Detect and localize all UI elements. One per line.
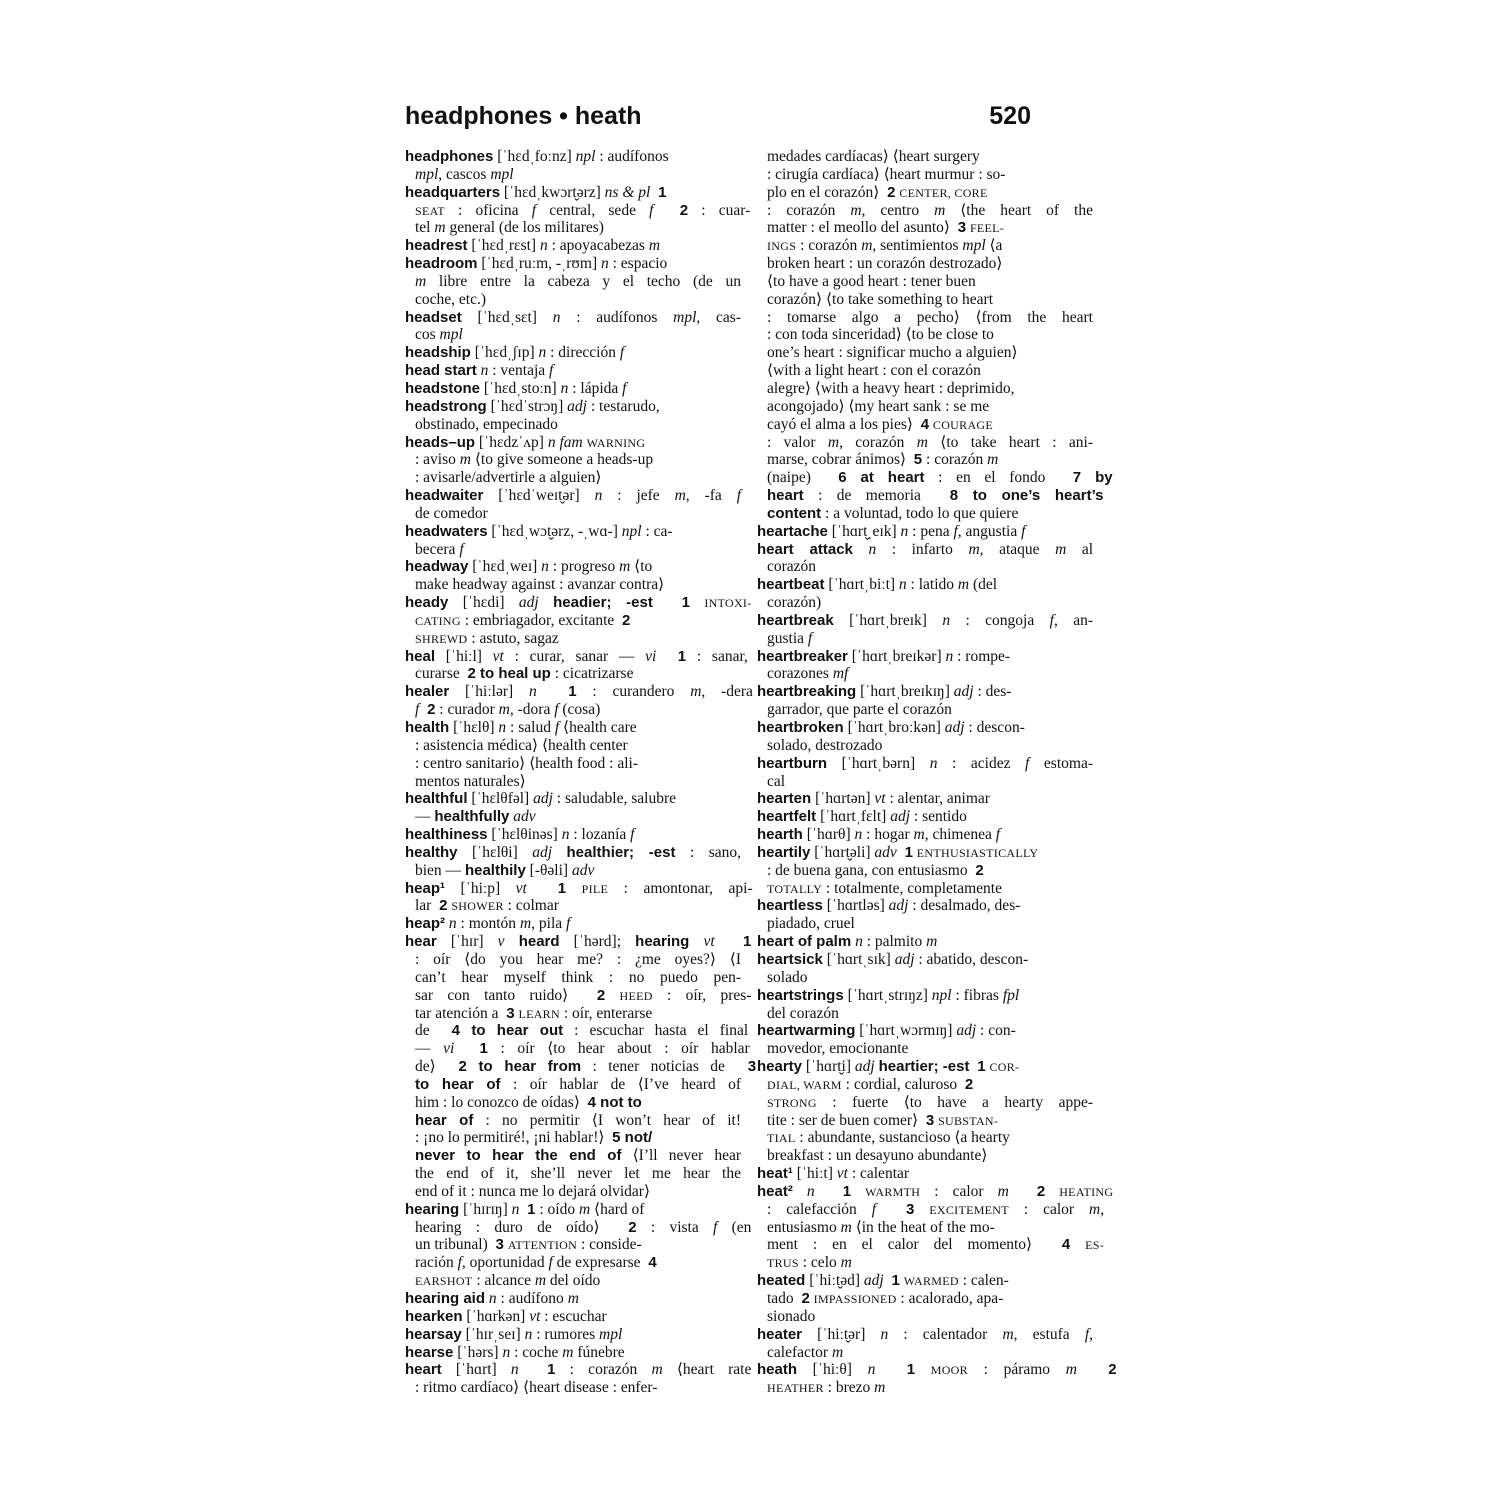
- dictionary-column-right: [757, 148, 1117, 1397]
- entry-continuation-line: mpl, cascos mpl: [415, 165, 514, 183]
- entry-continuation-line: to hear of : oír hablar de ⟨I’ve heard of: [415, 1075, 741, 1093]
- entry-continuation-line: del corazón: [767, 1004, 839, 1022]
- entry-headword-line: heartbroken [ˈhɑrtˌbroːkən] adj : descon-: [757, 719, 1025, 736]
- entry-continuation-line: : calefacción f 3 EXCITEMENT : calor m,: [767, 1200, 1105, 1218]
- entry-continuation-line: matter : el meollo del asunto⟩ 3 FEEL-: [767, 219, 1005, 237]
- entry-continuation-line: tado 2 IMPASSIONED : acalorado, apa-: [767, 1290, 1004, 1307]
- entry-headword-line: heater [ˈhiːt̬ər] n : calentador m, estufa f,: [757, 1325, 1093, 1343]
- entry-continuation-line: the end of it, she’ll never let me hear the: [415, 1165, 741, 1183]
- entry-continuation-line: corazón): [767, 594, 822, 612]
- entry-continuation-line: ⟨to have a good heart : tener buen: [767, 272, 976, 290]
- guide-words: headphones • heath: [405, 102, 642, 130]
- entry-continuation-line: one’s heart : significar mucho a alguien⟩: [767, 344, 1018, 362]
- entry-headword-line: headroom [ˈhɛdˌruːm, -ˌrʊm] n : espacio: [405, 255, 668, 273]
- entry-headword-line: hearsay [ˈhɪrˌseɪ] n : rumores mpl: [405, 1325, 623, 1343]
- entry-continuation-line: : asistencia médica⟩ ⟨health center: [415, 736, 628, 754]
- entry-continuation-line: plo en el corazón⟩ 2 CENTER, CORE: [767, 183, 988, 201]
- entry-continuation-line: — healthfully adv: [415, 808, 536, 826]
- entry-continuation-line: : valor m, corazón m ⟨to take heart : ani-: [767, 433, 1093, 451]
- entry-continuation-line: : avisarle/advertirle a alguien⟩: [415, 469, 602, 487]
- entry-headword-line: heartburn [ˈhɑrtˌbərn] n : acidez f estoma-: [757, 754, 1093, 772]
- entry-headword-line: healthy [ˈhɛlθi] adj healthier; -est : sano,: [405, 843, 741, 861]
- entry-headword-line: head start n : ventaja f: [405, 362, 554, 380]
- entry-continuation-line: : aviso m ⟨to give someone a heads-up: [415, 451, 654, 469]
- entry-continuation-line: tar atención a 3 LEARN : oír, enterarse: [415, 1004, 653, 1022]
- entry-continuation-line: SHREWD : astuto, sagaz: [415, 629, 559, 647]
- entry-headword-line: headphones [ˈhɛdˌfoːnz] npl : audífonos: [405, 148, 669, 165]
- entry-continuation-line: : tomarse algo a pecho⟩ ⟨from the heart: [767, 308, 1093, 326]
- entry-continuation-line: corazón: [767, 558, 817, 576]
- entry-continuation-line: solado, destrozado: [767, 736, 883, 754]
- entry-continuation-line: INGS : corazón m, sentimientos mpl ⟨a: [767, 237, 1003, 255]
- entry-continuation-line: de 4 to hear out : escuchar hasta el final: [415, 1022, 749, 1040]
- entry-continuation-line: tite : ser de buen comer⟩ 3 SUBSTAN-: [767, 1111, 999, 1129]
- entry-headword-line: headrest [ˈhɛdˌrɛst] n : apoyacabezas m: [405, 237, 661, 255]
- entry-headword-line: heated [ˈhiːt̬əd] adj 1 WARMED : calen-: [757, 1272, 1009, 1290]
- entry-continuation-line: never to hear the end of ⟨I’ll never hear: [415, 1147, 741, 1165]
- entry-continuation-line: broken heart : un corazón destrozado⟩: [767, 255, 1003, 273]
- entry-continuation-line: medades cardíacas⟩ ⟨heart surgery: [767, 148, 980, 165]
- entry-headword-line: heat² n 1 WARMTH : calor m 2 HEATING: [757, 1182, 1114, 1200]
- entry-continuation-line: : centro sanitario⟩ ⟨health food : ali-: [415, 754, 638, 772]
- entry-continuation-line: TIAL : abundante, sustancioso ⟨a hearty: [767, 1129, 1010, 1147]
- entry-continuation-line: can’t hear myself think : no puedo pen-: [415, 968, 741, 986]
- entry-headword-line: healthiness [ˈhɛlθinəs] n : lozanía f: [405, 826, 635, 844]
- entry-headword-line: headwaters [ˈhɛdˌwɔt̬ərz, -ˌwɑ-] npl : ca-: [405, 522, 673, 540]
- entry-headword-line: heath [ˈhiːθ] n 1 MOOR : páramo m 2: [757, 1361, 1117, 1379]
- page-number: 520: [989, 102, 1031, 130]
- entry-headword-line: headstrong [ˈhɛdˈstrɔŋ] adj : testarudo,: [405, 397, 660, 415]
- entry-headword-line: healthful [ˈhɛlθfəl] adj : saludable, salubre: [405, 790, 676, 808]
- entry-headword-line: hearty [ˈhɑrt̬i] adj heartier; -est 1 COR-: [757, 1058, 1020, 1076]
- entry-headword-line: heartbreaking [ˈhɑrtˌbreɪkɪŋ] adj : des-: [757, 683, 1012, 701]
- entry-continuation-line: f 2 : curador m, -dora f (cosa): [415, 701, 601, 719]
- entry-continuation-line: end of it : nunca me lo dejará olvidar⟩: [415, 1182, 651, 1200]
- entry-headword-line: healer [ˈhiːlər] n 1 : curandero m, -dera: [405, 683, 753, 701]
- entry-continuation-line: obstinado, empecinado: [415, 415, 558, 433]
- entry-headword-line: hear [ˈhɪr] v heard [ˈhərd]; hearing vt 1: [405, 933, 752, 951]
- entry-continuation-line: SEAT : oficina f central, sede f 2 : cuar-: [415, 201, 751, 219]
- entry-continuation-line: EARSHOT : alcance m del oído: [415, 1272, 601, 1290]
- entry-headword-line: heartbreaker [ˈhɑrtˌbreɪkər] n : rompe-: [757, 647, 1011, 665]
- entry-continuation-line: : con toda sinceridad⟩ ⟨to be close to: [767, 326, 994, 344]
- entry-continuation-line: sar con tanto ruido⟩ 2 HEED : oír, pres-: [415, 986, 752, 1004]
- entry-headword-line: heap² n : montón m, pila f: [405, 915, 571, 933]
- entry-continuation-line: : de buena gana, con entusiasmo 2: [767, 861, 984, 879]
- entry-headword-line: headquarters [ˈhɛdˌkwɔrt̬ərz] ns & pl 1: [405, 183, 667, 201]
- dictionary-column-left: [405, 148, 757, 1397]
- entry-headword-line: heart of palm n : palmito m: [757, 933, 938, 951]
- entry-continuation-line: STRONG : fuerte ⟨to have a hearty appe-: [767, 1093, 1093, 1111]
- entry-continuation-line: make headway against : avanzar contra⟩: [415, 576, 665, 594]
- entry-continuation-line: corazón⟩ ⟨to take something to heart: [767, 290, 994, 308]
- entry-headword-line: heal [ˈhiːl] vt : curar, sanar — vi 1 : sanar,: [405, 647, 748, 665]
- entry-headword-line: hearth [ˈhɑrθ] n : hogar m, chimenea f: [757, 826, 1001, 844]
- entry-continuation-line: becera f: [415, 540, 464, 558]
- entry-continuation-line: corazones mf: [767, 665, 849, 683]
- entry-continuation-line: gustia f: [767, 629, 813, 647]
- entry-continuation-line: ment : en el calor del momento⟩ 4 ES-: [767, 1236, 1105, 1254]
- entry-continuation-line: heart : de memoria 8 to one’s heart’s: [767, 487, 1104, 505]
- entry-headword-line: heat¹ [ˈhiːt] vt : calentar: [757, 1165, 910, 1183]
- entry-continuation-line: de⟩ 2 to hear from : tener noticias de 3: [415, 1058, 757, 1076]
- entry-headword-line: heartstrings [ˈhɑrtˌstrɪŋz] npl : fibras fpl: [757, 986, 1020, 1004]
- entry-headword-line: hearken [ˈhɑrkən] vt : escuchar: [405, 1307, 607, 1325]
- entry-headword-line: heartwarming [ˈhɑrtˌwɔrmɪŋ] adj : con-: [757, 1022, 1016, 1040]
- entry-headword-line: heads–up [ˈhɛdzˈʌp] n fam WARNING: [405, 433, 646, 451]
- entry-continuation-line: tel m general (de los militares): [415, 219, 604, 237]
- entry-continuation-line: HEATHER : brezo m: [767, 1379, 886, 1397]
- entry-continuation-line: cos mpl: [415, 326, 463, 344]
- entry-continuation-line: — vi 1 : oír ⟨to hear about : oír hablar: [415, 1040, 750, 1058]
- entry-continuation-line: garrador, que parte el corazón: [767, 701, 952, 719]
- entry-headword-line: heady [ˈhɛdi] adj headier; -est 1 INTOXI-: [405, 594, 752, 612]
- entry-continuation-line: curarse 2 to heal up : cicatrizarse: [415, 665, 634, 683]
- entry-headword-line: hearse [ˈhərs] n : coche m fúnebre: [405, 1343, 625, 1361]
- entry-continuation-line: (naipe) 6 at heart : en el fondo 7 by: [767, 469, 1113, 487]
- entry-headword-line: hearing [ˈhɪrɪŋ] n 1 : oído m ⟨hard of: [405, 1200, 645, 1218]
- entry-continuation-line: : oír ⟨do you hear me? : ¿me oyes?⟩ ⟨I: [415, 950, 741, 968]
- entry-continuation-line: DIAL, WARM : cordial, caluroso 2: [767, 1075, 974, 1093]
- entry-continuation-line: entusiasmo m ⟨in the heat of the mo-: [767, 1218, 995, 1236]
- entry-continuation-line: lar 2 SHOWER : colmar: [415, 897, 559, 915]
- entry-headword-line: hearten [ˈhɑrtən] vt : alentar, animar: [757, 790, 990, 808]
- entry-continuation-line: solado: [767, 968, 808, 986]
- entry-headword-line: heart [ˈhɑrt] n 1 : corazón m ⟨heart rate: [405, 1361, 752, 1379]
- entry-continuation-line: alegre⟩ ⟨with a heavy heart : deprimido,: [767, 379, 1015, 397]
- entry-continuation-line: acongojado⟩ ⟨my heart sank : se me: [767, 397, 990, 415]
- entry-continuation-line: m libre entre la cabeza y el techo (de un: [415, 272, 741, 290]
- entry-continuation-line: : ¡no lo permitiré!, ¡ni hablar!⟩ 5 not/: [415, 1129, 653, 1147]
- entry-headword-line: headstone [ˈhɛdˌstoːn] n : lápida f: [405, 379, 627, 397]
- entry-headword-line: heartless [ˈhɑrtləs] adj : desalmado, des-: [757, 897, 1021, 915]
- entry-headword-line: heap¹ [ˈhiːp] vt 1 PILE : amontonar, api-: [405, 879, 753, 897]
- entry-continuation-line: : cirugía cardíaca⟩ ⟨heart murmur : so-: [767, 165, 1006, 183]
- entry-continuation-line: content : a voluntad, todo lo que quiere: [767, 504, 1019, 522]
- entry-headword-line: headset [ˈhɛdˌsɛt] n : audífonos mpl, cas-: [405, 308, 742, 326]
- entry-headword-line: heartily [ˈhɑrt̬əli] adv 1 ENTHUSIASTICALLY: [757, 843, 1039, 861]
- entry-headword-line: heartfelt [ˈhɑrtˌfɛlt] adj : sentido: [757, 808, 967, 826]
- entry-continuation-line: TRUS : celo m: [767, 1254, 852, 1272]
- entry-continuation-line: movedor, emocionante: [767, 1040, 909, 1058]
- entry-continuation-line: hearing : duro de oído⟩ 2 : vista f (en: [415, 1218, 752, 1236]
- entry-continuation-line: un tribunal) 3 ATTENTION : conside-: [415, 1236, 642, 1254]
- entry-headword-line: headship [ˈhɛdˌʃɪp] n : dirección f: [405, 344, 625, 362]
- entry-continuation-line: ⟨with a light heart : con el corazón: [767, 362, 981, 380]
- entry-continuation-line: mentos naturales⟩: [415, 772, 526, 790]
- entry-continuation-line: sionado: [767, 1307, 816, 1325]
- page-header: [405, 102, 1031, 142]
- entry-continuation-line: ración f, oportunidad f de expresarse 4: [415, 1254, 657, 1272]
- entry-continuation-line: piadado, cruel: [767, 915, 855, 933]
- entry-continuation-line: marse, cobrar ánimos⟩ 5 : corazón m: [767, 451, 999, 469]
- entry-headword-line: headwaiter [ˈhɛdˈweɪt̬ər] n : jefe m, -fa f: [405, 487, 741, 505]
- entry-headword-line: hearing aid n : audífono m: [405, 1290, 579, 1307]
- entry-continuation-line: breakfast : un desayuno abundante⟩: [767, 1147, 988, 1165]
- entry-continuation-line: bien — healthily [-θəli] adv: [415, 861, 595, 879]
- entry-continuation-line: him : lo conozco de oídas⟩ 4 not to: [415, 1093, 642, 1111]
- entry-continuation-line: CATING : embriagador, excitante 2: [415, 611, 631, 629]
- entry-continuation-line: cal: [767, 772, 786, 790]
- entry-headword-line: heartbreak [ˈhɑrtˌbreɪk] n : congoja f, an-: [757, 611, 1093, 629]
- entry-continuation-line: coche, etc.): [415, 290, 486, 308]
- entry-continuation-line: calefactor m: [767, 1343, 844, 1361]
- entry-headword-line: heartbeat [ˈhɑrtˌbiːt] n : latido m (del: [757, 576, 998, 594]
- entry-headword-line: heartsick [ˈhɑrtˌsɪk] adj : abatido, descon-: [757, 950, 1029, 968]
- entry-headword-line: heartache [ˈhɑrt̬ˌeɪk] n : pena f, angustia f: [757, 522, 1026, 540]
- entry-continuation-line: cayó el alma a los pies⟩ 4 COURAGE: [767, 415, 994, 433]
- entry-headword-line: headway [ˈhɛdˌweɪ] n : progreso m ⟨to: [405, 558, 653, 576]
- entry-continuation-line: : corazón m, centro m ⟨the heart of the: [767, 201, 1093, 219]
- entry-continuation-line: : ritmo cardíaco⟩ ⟨heart disease : enfer-: [415, 1379, 658, 1397]
- entry-headword-line: health [ˈhɛlθ] n : salud f ⟨health care: [405, 719, 637, 736]
- entry-continuation-line: hear of : no permitir ⟨I won’t hear of it!: [415, 1111, 741, 1129]
- entry-continuation-line: TOTALLY : totalmente, completamente: [767, 879, 1002, 897]
- entry-headword-line: heart attack n : infarto m, ataque m al: [757, 540, 1094, 558]
- entry-continuation-line: de comedor: [415, 504, 488, 522]
